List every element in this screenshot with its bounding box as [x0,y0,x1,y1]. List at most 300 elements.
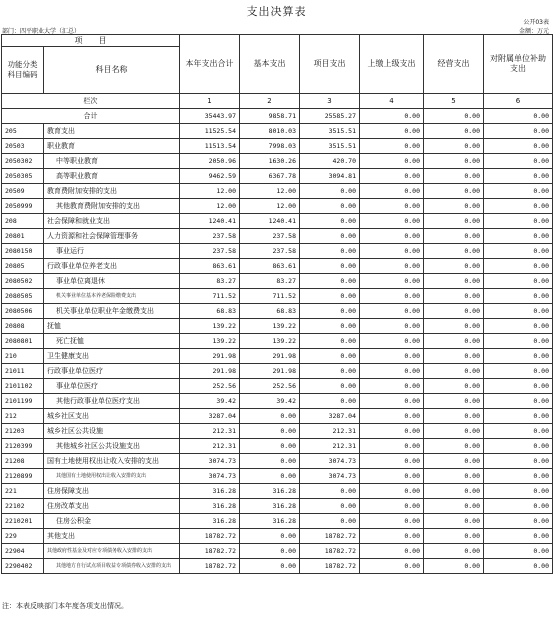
row-value: 0.00 [240,454,300,469]
row-value: 0.00 [240,529,300,544]
table-row [2,544,553,559]
row-value: 0.00 [424,214,484,229]
row-value: 0.00 [424,439,484,454]
row-value: 0.00 [360,199,424,214]
table-row [2,379,553,394]
row-value: 0.00 [300,379,360,394]
row-name: 行政事业单位医疗 [44,364,180,379]
row-code: 2080505 [2,289,44,304]
row-value: 0.00 [424,424,484,439]
row-code: 22904 [2,544,44,559]
seq-label: 栏次 [2,94,180,109]
row-value: 711.52 [240,289,300,304]
row-value: 1630.26 [240,154,300,169]
row-value: 291.98 [180,364,240,379]
table-row [2,529,553,544]
row-name: 住房公积金 [44,514,180,529]
row-value: 420.70 [300,154,360,169]
row-value: 0.00 [484,199,553,214]
row-code: 21208 [2,454,44,469]
row-value: 316.28 [240,484,300,499]
row-value: 237.58 [240,244,300,259]
total-value: 0.00 [484,109,553,124]
table-row [2,214,553,229]
row-name: 事业单位医疗 [44,379,180,394]
row-value: 0.00 [424,319,484,334]
row-code: 2290402 [2,559,44,574]
table-row [2,199,553,214]
page-title: 支出决算表 [246,5,307,18]
row-value: 0.00 [424,184,484,199]
row-value: 0.00 [484,499,553,514]
form-code: 公开03表 [523,19,549,26]
row-value: 0.00 [360,274,424,289]
row-value: 3287.04 [300,409,360,424]
row-value: 0.00 [424,154,484,169]
expenditure-table [1,34,553,574]
row-value: 0.00 [424,139,484,154]
row-value: 3094.81 [300,169,360,184]
row-value: 0.00 [360,454,424,469]
row-value: 0.00 [484,139,553,154]
row-value: 0.00 [484,394,553,409]
row-value: 237.58 [180,229,240,244]
row-value: 0.00 [424,259,484,274]
table-row [2,349,553,364]
row-value: 0.00 [360,139,424,154]
row-value: 0.00 [484,379,553,394]
row-value: 0.00 [300,334,360,349]
row-code: 210 [2,349,44,364]
row-value: 0.00 [300,349,360,364]
row-name: 职业教育 [44,139,180,154]
row-value: 2050.96 [180,154,240,169]
row-value: 0.00 [360,394,424,409]
row-value: 6367.78 [240,169,300,184]
table-row [2,484,553,499]
row-value: 83.27 [240,274,300,289]
row-value: 9462.59 [180,169,240,184]
row-value: 0.00 [360,244,424,259]
row-name: 其他政府性基金及对应专项债务收入安排的支出 [44,544,180,559]
row-value: 0.00 [300,214,360,229]
row-value: 0.00 [300,364,360,379]
row-value: 0.00 [240,439,300,454]
unit-label: 金额：万元 [518,28,549,35]
row-value: 0.00 [360,304,424,319]
row-value: 0.00 [360,559,424,574]
row-value: 0.00 [300,499,360,514]
row-value: 0.00 [240,409,300,424]
row-value: 0.00 [484,454,553,469]
row-value: 0.00 [360,289,424,304]
row-value: 18782.72 [300,529,360,544]
table-row [2,229,553,244]
row-value: 0.00 [360,409,424,424]
row-value: 0.00 [240,469,300,484]
row-code: 20801 [2,229,44,244]
row-code: 208 [2,214,44,229]
row-name: 社会保障和就业支出 [44,214,180,229]
row-value: 139.22 [240,334,300,349]
row-name: 城乡社区支出 [44,409,180,424]
row-code: 2080506 [2,304,44,319]
row-value: 0.00 [424,274,484,289]
row-value: 0.00 [360,379,424,394]
table-row [2,124,553,139]
row-code: 20509 [2,184,44,199]
total-row [2,109,553,124]
row-value: 39.42 [180,394,240,409]
row-value: 0.00 [360,514,424,529]
row-value: 0.00 [360,229,424,244]
row-value: 0.00 [300,394,360,409]
row-value: 212.31 [180,439,240,454]
row-code: 2050302 [2,154,44,169]
table-row [2,559,553,574]
row-value: 0.00 [424,349,484,364]
row-value: 0.00 [484,469,553,484]
table-row [2,259,553,274]
row-value: 0.00 [484,229,553,244]
row-value: 0.00 [424,289,484,304]
row-value: 0.00 [484,304,553,319]
row-value: 0.00 [484,439,553,454]
row-name: 国有土地使用权出让收入安排的支出 [44,454,180,469]
row-value: 316.28 [180,499,240,514]
row-value: 0.00 [360,259,424,274]
row-code: 2080801 [2,334,44,349]
row-name: 事业运行 [44,244,180,259]
row-value: 252.56 [240,379,300,394]
table-row [2,274,553,289]
row-value: 0.00 [424,364,484,379]
row-value: 0.00 [300,259,360,274]
row-value: 0.00 [484,349,553,364]
row-value: 316.28 [240,499,300,514]
row-value: 0.00 [424,199,484,214]
table-row [2,409,553,424]
row-value: 0.00 [424,469,484,484]
row-value: 0.00 [484,244,553,259]
row-value: 0.00 [484,529,553,544]
row-code: 22102 [2,499,44,514]
row-name: 行政事业单位养老支出 [44,259,180,274]
row-name: 高等职业教育 [44,169,180,184]
row-code: 212 [2,409,44,424]
row-value: 39.42 [240,394,300,409]
total-value: 0.00 [424,109,484,124]
row-value: 0.00 [424,529,484,544]
row-value: 0.00 [360,319,424,334]
row-name: 机关事业单位职业年金缴费支出 [44,304,180,319]
row-value: 291.98 [240,349,300,364]
table-row [2,364,553,379]
row-value: 139.22 [180,334,240,349]
row-value: 0.00 [360,349,424,364]
row-code: 2210201 [2,514,44,529]
row-value: 0.00 [360,214,424,229]
seq-row [2,94,553,109]
row-name: 教育支出 [44,124,180,139]
table-row [2,514,553,529]
seq-num: 3 [300,94,360,109]
table-row [2,469,553,484]
seq-num: 6 [484,94,553,109]
row-value: 12.00 [240,184,300,199]
row-value: 18782.72 [300,559,360,574]
row-value: 11513.54 [180,139,240,154]
row-value: 0.00 [484,154,553,169]
row-value: 1240.41 [180,214,240,229]
row-name: 其他地方自行试点项目收益专项债券收入安排的支出 [44,559,180,574]
func-code-header: 功能分类科目编码 [2,47,44,94]
row-value: 11525.54 [180,124,240,139]
row-value: 3074.73 [180,469,240,484]
row-code: 2101102 [2,379,44,394]
row-value: 0.00 [424,484,484,499]
row-value: 0.00 [300,199,360,214]
row-value: 0.00 [424,379,484,394]
row-value: 0.00 [360,154,424,169]
row-value: 316.28 [180,484,240,499]
row-value: 863.61 [180,259,240,274]
row-name: 机关事业单位基本养老保险缴费支出 [44,289,180,304]
row-value: 0.00 [360,469,424,484]
row-code: 20805 [2,259,44,274]
row-value: 12.00 [180,184,240,199]
row-value: 18782.72 [180,559,240,574]
row-name: 其他行政事业单位医疗支出 [44,394,180,409]
table-row [2,304,553,319]
footnote: 注：本表反映部门本年度各项支出情况。 [2,602,128,610]
row-value: 0.00 [300,289,360,304]
row-value: 212.31 [180,424,240,439]
row-name: 卫生健康支出 [44,349,180,364]
row-value: 291.98 [240,364,300,379]
row-name: 抚恤 [44,319,180,334]
row-name: 其他支出 [44,529,180,544]
row-value: 0.00 [484,409,553,424]
col-header-basic: 基本支出 [240,35,300,94]
row-value: 0.00 [360,529,424,544]
row-value: 3074.73 [180,454,240,469]
row-value: 7998.03 [240,139,300,154]
seq-num: 5 [424,94,484,109]
row-code: 2120899 [2,469,44,484]
row-code: 2050999 [2,199,44,214]
row-value: 0.00 [424,334,484,349]
row-value: 0.00 [424,169,484,184]
seq-num: 1 [180,94,240,109]
row-code: 229 [2,529,44,544]
row-code: 2050305 [2,169,44,184]
row-name: 中等职业教育 [44,154,180,169]
row-value: 863.61 [240,259,300,274]
row-value: 18782.72 [180,529,240,544]
row-value: 0.00 [360,424,424,439]
col-header-project: 项目支出 [300,35,360,94]
row-name: 教育费附加安排的支出 [44,184,180,199]
row-value: 237.58 [240,229,300,244]
row-value: 0.00 [484,334,553,349]
row-value: 0.00 [424,499,484,514]
row-value: 3515.51 [300,124,360,139]
row-value: 18782.72 [300,544,360,559]
row-code: 221 [2,484,44,499]
row-value: 139.22 [180,319,240,334]
row-code: 2120399 [2,439,44,454]
table-row [2,154,553,169]
row-value: 12.00 [240,199,300,214]
department-label: 部门：四平职业大学（汇总） [2,28,81,35]
row-value: 0.00 [484,364,553,379]
row-value: 0.00 [300,484,360,499]
total-value: 35443.97 [180,109,240,124]
col-header-business: 经营支出 [424,35,484,94]
table-row [2,169,553,184]
seq-num: 2 [240,94,300,109]
row-value: 0.00 [424,514,484,529]
table-row [2,289,553,304]
row-value: 139.22 [240,319,300,334]
row-value: 0.00 [484,319,553,334]
total-value: 9858.71 [240,109,300,124]
row-value: 0.00 [300,229,360,244]
table-row [2,244,553,259]
row-value: 8010.03 [240,124,300,139]
seq-num: 4 [360,94,424,109]
row-value: 291.98 [180,349,240,364]
row-value: 18782.72 [180,544,240,559]
row-value: 12.00 [180,199,240,214]
row-name: 事业单位离退休 [44,274,180,289]
row-value: 0.00 [360,499,424,514]
table-row [2,439,553,454]
row-value: 68.83 [180,304,240,319]
row-value: 68.83 [240,304,300,319]
table-row [2,454,553,469]
total-label: 合计 [2,109,180,124]
row-value: 0.00 [360,334,424,349]
row-value: 0.00 [424,229,484,244]
row-value: 0.00 [484,514,553,529]
table-row [2,139,553,154]
row-value: 0.00 [360,169,424,184]
row-value: 212.31 [300,424,360,439]
row-name: 死亡抚恤 [44,334,180,349]
row-code: 20503 [2,139,44,154]
row-value: 0.00 [300,274,360,289]
project-header: 项 目 [2,35,180,47]
row-value: 0.00 [484,559,553,574]
row-value: 0.00 [300,514,360,529]
table-row [2,394,553,409]
table-row [2,424,553,439]
row-value: 0.00 [484,544,553,559]
row-value: 0.00 [240,559,300,574]
row-value: 0.00 [484,184,553,199]
table-row [2,334,553,349]
table-row [2,499,553,514]
row-value: 0.00 [300,184,360,199]
row-value: 3074.73 [300,454,360,469]
row-value: 0.00 [424,559,484,574]
row-value: 3287.04 [180,409,240,424]
row-value: 0.00 [484,169,553,184]
row-value: 1240.41 [240,214,300,229]
row-value: 237.58 [180,244,240,259]
row-value: 711.52 [180,289,240,304]
row-value: 316.28 [180,514,240,529]
col-header-subsidy: 对附属单位补助支出 [484,35,553,94]
row-code: 21203 [2,424,44,439]
row-value: 0.00 [484,274,553,289]
row-value: 0.00 [484,259,553,274]
row-value: 0.00 [300,304,360,319]
row-code: 2080150 [2,244,44,259]
row-value: 0.00 [484,124,553,139]
row-value: 3074.73 [300,469,360,484]
row-value: 252.56 [180,379,240,394]
subject-name-header: 科目名称 [44,47,180,94]
row-name: 其他国有土地使用权出让收入安排的支出 [44,469,180,484]
meta-row [2,26,549,34]
row-code: 205 [2,124,44,139]
row-name: 人力资源和社会保障管理事务 [44,229,180,244]
row-value: 0.00 [360,124,424,139]
row-value: 0.00 [484,214,553,229]
row-code: 20808 [2,319,44,334]
row-name: 城乡社区公共设施 [44,424,180,439]
table-row [2,319,553,334]
row-value: 3515.51 [300,139,360,154]
row-value: 0.00 [424,244,484,259]
row-value: 316.28 [240,514,300,529]
row-name: 住房改革支出 [44,499,180,514]
row-value: 0.00 [240,544,300,559]
row-value: 0.00 [484,424,553,439]
row-value: 212.31 [300,439,360,454]
row-code: 21011 [2,364,44,379]
total-value: 25585.27 [300,109,360,124]
row-value: 0.00 [360,544,424,559]
table-row [2,184,553,199]
row-code: 2101199 [2,394,44,409]
row-value: 0.00 [360,364,424,379]
row-value: 0.00 [360,484,424,499]
row-value: 0.00 [424,124,484,139]
row-value: 0.00 [360,439,424,454]
total-value: 0.00 [360,109,424,124]
col-header-upper: 上缴上级支出 [360,35,424,94]
row-name: 其他教育费附加安排的支出 [44,199,180,214]
row-value: 0.00 [300,244,360,259]
row-value: 0.00 [424,454,484,469]
row-code: 2080502 [2,274,44,289]
row-value: 0.00 [484,484,553,499]
row-value: 0.00 [484,289,553,304]
row-value: 0.00 [424,304,484,319]
row-value: 0.00 [424,394,484,409]
row-value: 0.00 [424,544,484,559]
row-value: 0.00 [240,424,300,439]
row-value: 0.00 [300,319,360,334]
row-value: 83.27 [180,274,240,289]
row-name: 其他城乡社区公共设施支出 [44,439,180,454]
col-header-total: 本年支出合计 [180,35,240,94]
row-value: 0.00 [424,409,484,424]
